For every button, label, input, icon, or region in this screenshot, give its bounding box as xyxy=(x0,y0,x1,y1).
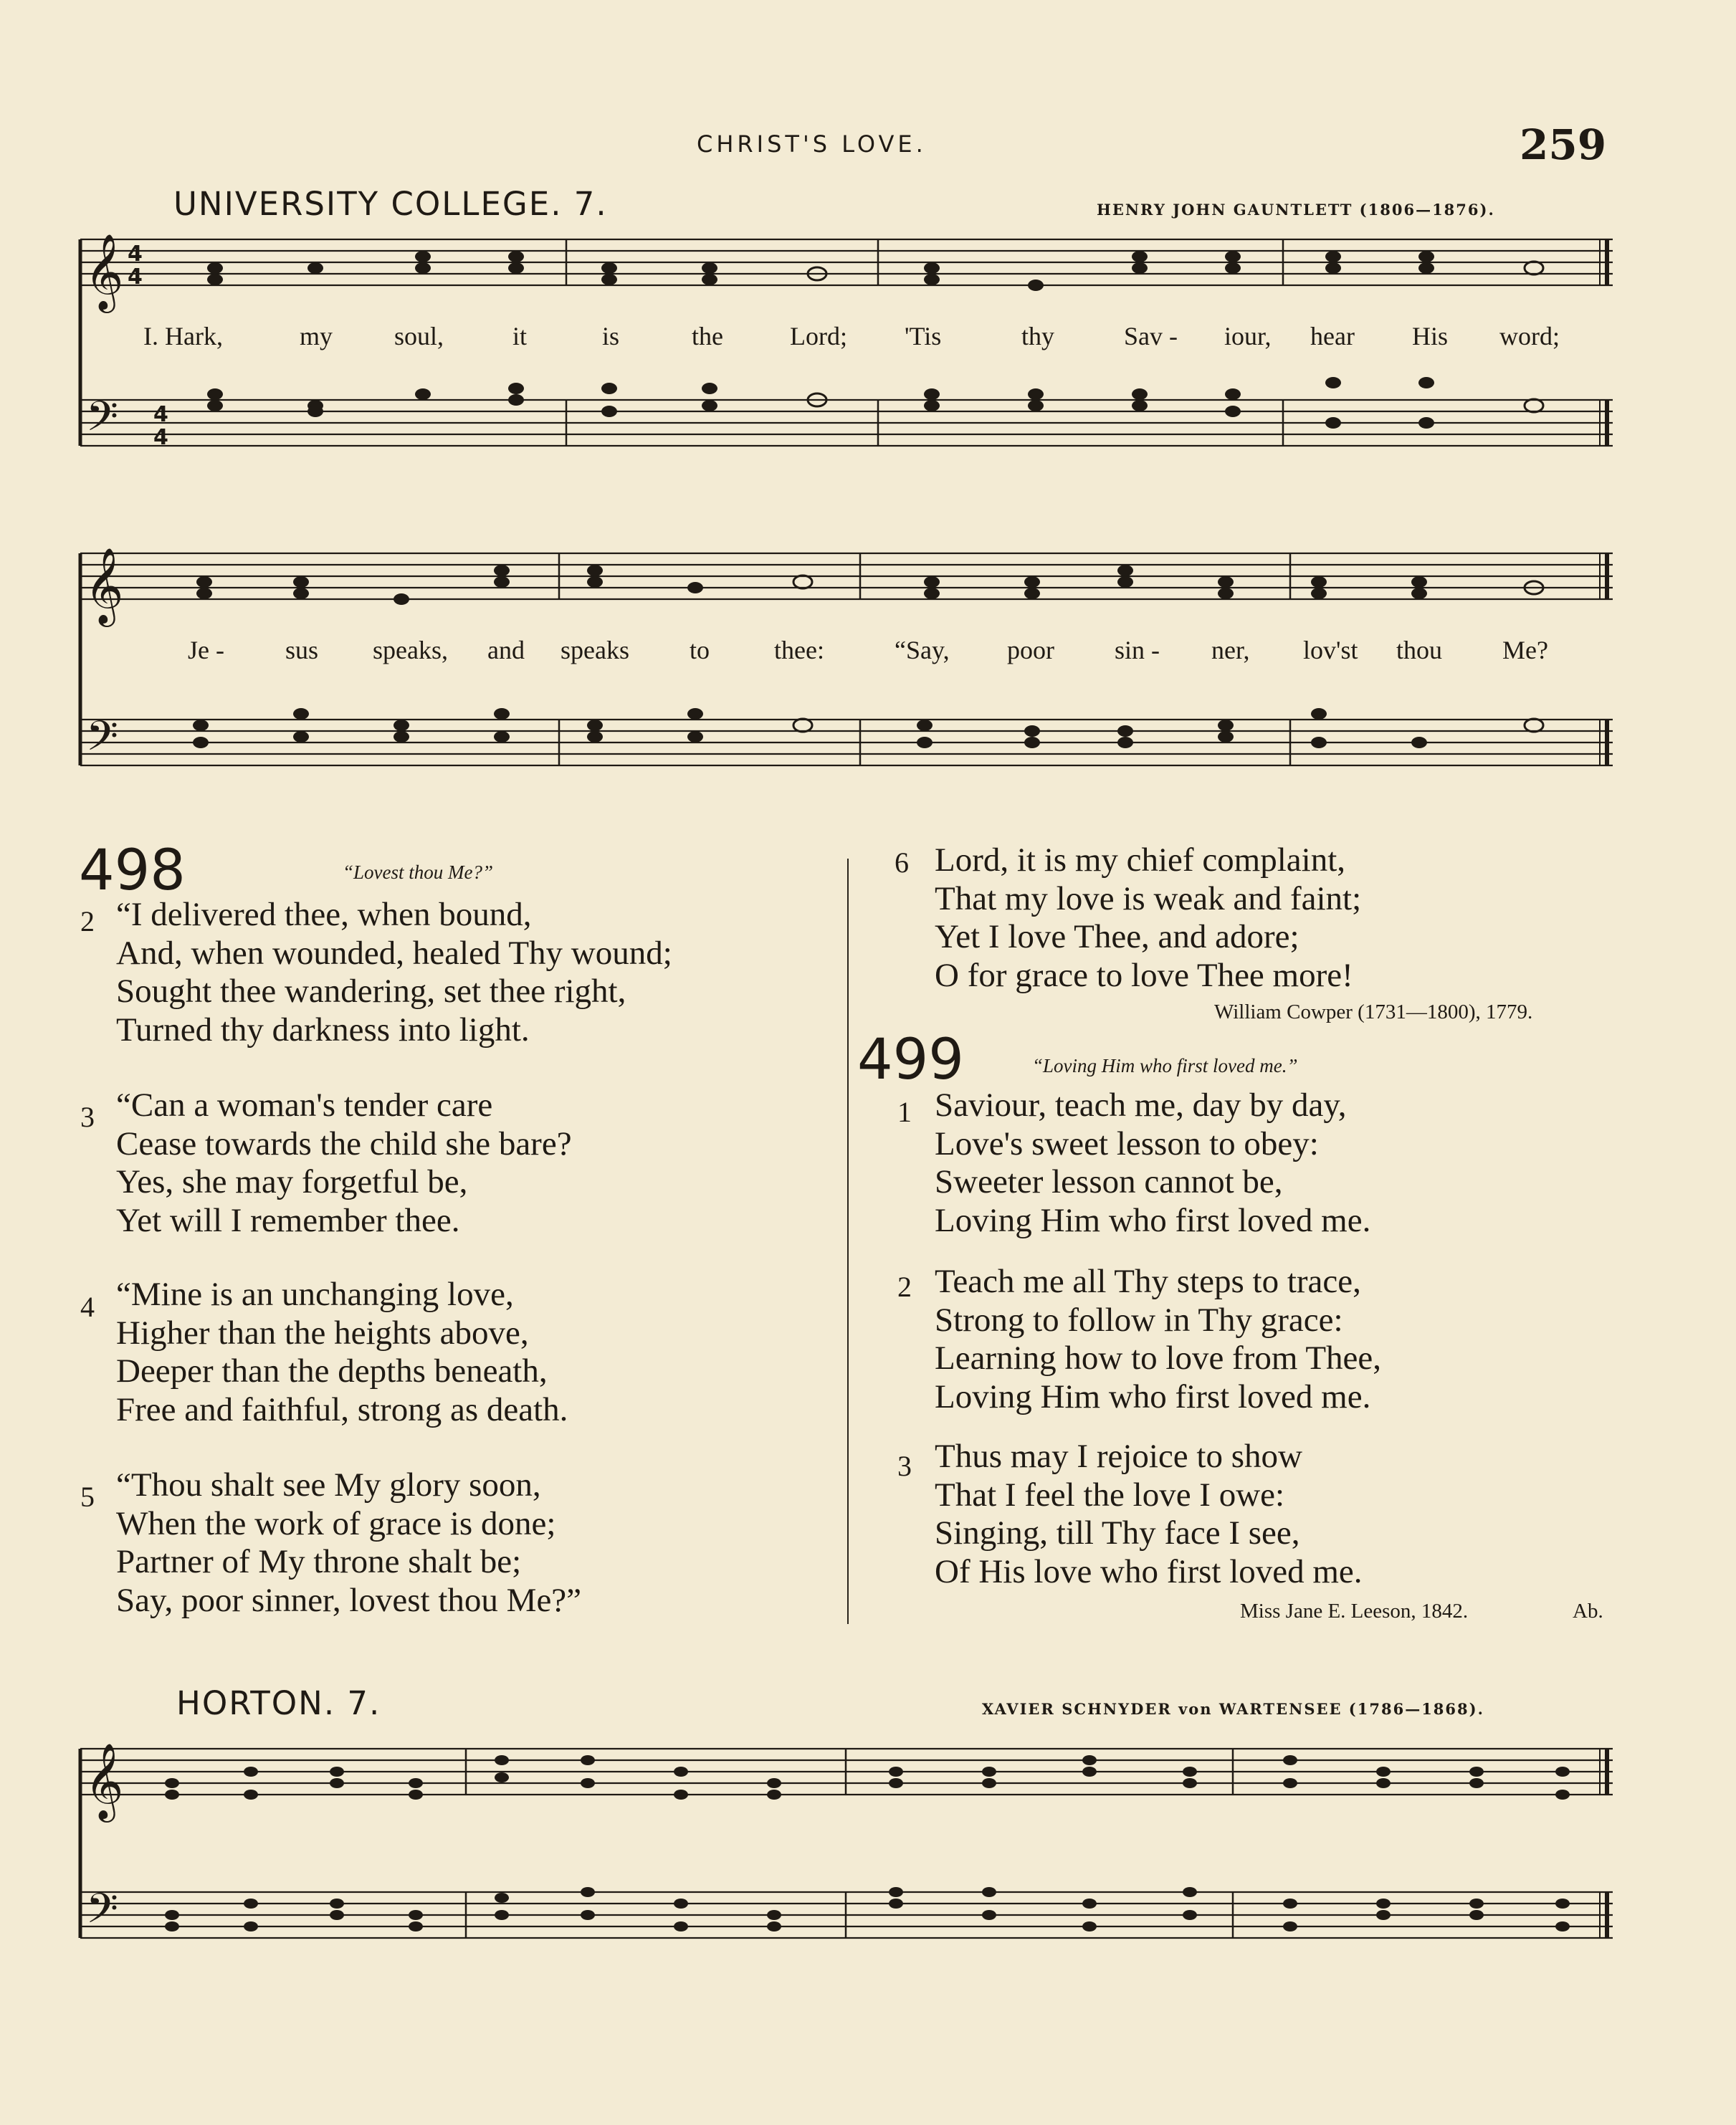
svg-text:𝄞: 𝄞 xyxy=(85,1742,124,1819)
hymn-499-attribution: Miss Jane E. Leeson, 1842. xyxy=(1240,1600,1469,1623)
verse-line: Of His love who first loved me. xyxy=(935,1552,1363,1590)
verse-line: “Thou shalt see My glory soon, xyxy=(116,1466,541,1504)
system1-treble-staff xyxy=(80,239,1613,285)
lyric-syllable: poor xyxy=(1007,636,1054,664)
lyric-syllable: sin - xyxy=(1115,636,1160,664)
verse-line: Higher than the heights above, xyxy=(116,1314,529,1352)
lyric-syllable: hear xyxy=(1310,322,1355,350)
verse-line: “Can a woman's tender care xyxy=(116,1087,493,1124)
horton-note-heads xyxy=(165,1755,1570,1931)
verse-number: 2 xyxy=(897,1271,912,1303)
hymn-498-attribution: William Cowper (1731—1800), 1779. xyxy=(1214,1001,1533,1023)
lyric-syllable: lov'st xyxy=(1303,636,1358,664)
column-divider xyxy=(847,859,849,1624)
tune-title-university-college: UNIVERSITY COLLEGE. 7. xyxy=(173,185,608,223)
verse-number: 5 xyxy=(80,1481,95,1513)
tune-composer-wartensee: XAVIER SCHNYDER von WARTENSEE (1786—1868). xyxy=(982,1700,1484,1718)
svg-text:4: 4 xyxy=(153,402,168,427)
tune-title-horton: HORTON. 7. xyxy=(176,1684,381,1722)
lyric-syllable: speaks, xyxy=(373,636,448,664)
verse-line: “Mine is an unchanging love, xyxy=(116,1276,514,1313)
hymn-499-attribution-note: Ab. xyxy=(1573,1600,1603,1623)
hymn-499-verse-1 xyxy=(935,1087,1370,1240)
verse-line: Free and faithful, strong as death. xyxy=(116,1390,568,1428)
system2-treble-staff xyxy=(80,553,1613,599)
verse-line: Singing, till Thy face I see, xyxy=(935,1514,1300,1552)
system2-bass-staff xyxy=(80,720,1613,765)
lyric-syllable: speaks xyxy=(561,636,629,664)
verse-line: Say, poor sinner, lovest thou Me?” xyxy=(116,1581,582,1619)
verse-line: Loving Him who first loved me. xyxy=(935,1377,1371,1415)
lyric-syllable: ner, xyxy=(1211,636,1250,664)
hymn-498-verse-6 xyxy=(935,841,1361,995)
lyric-syllable: “Say, xyxy=(895,636,950,664)
hymn-498-verse-3 xyxy=(116,1087,572,1240)
verse-number: 3 xyxy=(897,1450,912,1482)
verse-line: Turned thy darkness into light. xyxy=(116,1011,530,1049)
svg-text:𝄞: 𝄞 xyxy=(85,233,124,310)
svg-text:4: 4 xyxy=(153,425,168,450)
lyric-syllable: Je - xyxy=(188,636,224,664)
verse-line: Lord, it is my chief complaint, xyxy=(935,841,1346,879)
hymn-number-499: 499 xyxy=(857,1028,964,1092)
verse-line: That I feel the love I owe: xyxy=(935,1476,1285,1514)
tune-composer-gauntlett: HENRY JOHN GAUNTLETT (1806—1876). xyxy=(1097,201,1495,219)
svg-text:4: 4 xyxy=(128,264,143,290)
verse-number: 3 xyxy=(80,1101,95,1133)
svg-text:𝄞: 𝄞 xyxy=(85,547,124,624)
verse-line: Partner of My throne shalt be; xyxy=(116,1543,522,1580)
lyric-syllable: is xyxy=(602,322,620,350)
lyric-syllable: sus xyxy=(285,636,319,664)
lyric-syllable: it xyxy=(512,322,528,350)
hymn-499-verse-2 xyxy=(935,1263,1381,1416)
svg-text:𝄢: 𝄢 xyxy=(86,712,119,770)
svg-text:𝄢: 𝄢 xyxy=(86,392,119,451)
running-title: CHRIST'S LOVE. xyxy=(697,130,927,158)
verse-number: 6 xyxy=(895,846,909,879)
verse-line: That my love is weak and faint; xyxy=(935,879,1362,917)
lyric-syllable: 'Tis xyxy=(905,322,942,350)
verse-line: Thus may I rejoice to show xyxy=(935,1438,1302,1475)
hymn-498-verse-2 xyxy=(116,896,672,1049)
verse-line: When the work of grace is done; xyxy=(116,1504,556,1542)
verse-line: Saviour, teach me, day by day, xyxy=(935,1087,1347,1124)
verse-line: Yet I love Thee, and adore; xyxy=(935,918,1299,955)
hymn-498-motto: “Lovest thou Me?” xyxy=(343,861,494,883)
svg-text:4: 4 xyxy=(128,242,143,267)
verse-number: 2 xyxy=(80,905,95,937)
hymn-499-verse-3 xyxy=(935,1438,1363,1591)
lyric-syllable: iour, xyxy=(1224,322,1272,350)
lyric-syllable: to xyxy=(690,636,710,664)
verse-line: Loving Him who first loved me. xyxy=(935,1201,1371,1239)
verse-line: Sought thee wandering, set thee right, xyxy=(116,973,626,1010)
verse-line: Deeper than the depths beneath, xyxy=(116,1352,548,1390)
verse-line: “I delivered thee, when bound, xyxy=(116,896,532,933)
lyric-syllable: His xyxy=(1412,322,1449,350)
lyric-syllable: Me? xyxy=(1502,636,1548,664)
hymn-498-verse-5 xyxy=(116,1466,581,1620)
verse-line: Strong to follow in Thy grace: xyxy=(935,1301,1343,1339)
hymn-number-498: 498 xyxy=(79,839,186,903)
hymn-498-verse-4 xyxy=(116,1276,568,1429)
lyric-syllable: the xyxy=(692,322,723,350)
page-number: 259 xyxy=(1520,120,1607,169)
lyric-syllable: Lord; xyxy=(790,322,847,350)
verse-number: 1 xyxy=(897,1096,912,1128)
lyric-syllable: soul, xyxy=(394,322,444,350)
verse-line: O for grace to love Thee more! xyxy=(935,956,1353,994)
lyric-syllable: word; xyxy=(1499,322,1560,350)
verse-line: Learning how to love from Thee, xyxy=(935,1340,1382,1377)
verse-line: Yet will I remember thee. xyxy=(116,1201,460,1239)
lyric-syllable: and xyxy=(487,636,525,664)
lyric-syllable: thou xyxy=(1396,636,1443,664)
lyric-syllable: I. Hark, xyxy=(143,322,223,350)
verse-line: Teach me all Thy steps to trace, xyxy=(935,1263,1361,1300)
lyric-syllable: thy xyxy=(1021,322,1055,350)
lyric-syllable: my xyxy=(300,322,333,350)
verse-line: Cease towards the child she bare? xyxy=(116,1124,572,1162)
verse-number: 4 xyxy=(80,1291,95,1323)
verse-line: Yes, she may forgetful be, xyxy=(116,1163,468,1200)
verse-line: And, when wounded, healed Thy wound; xyxy=(116,934,672,972)
svg-text:𝄢: 𝄢 xyxy=(86,1884,119,1943)
verse-line: Love's sweet lesson to obey: xyxy=(935,1124,1319,1162)
hymn-499-motto: “Loving Him who first loved me.” xyxy=(1032,1055,1298,1076)
lyric-syllable: Sav - xyxy=(1124,322,1178,350)
lyric-syllable: thee: xyxy=(774,636,824,664)
verse-line: Sweeter lesson cannot be, xyxy=(935,1163,1283,1200)
